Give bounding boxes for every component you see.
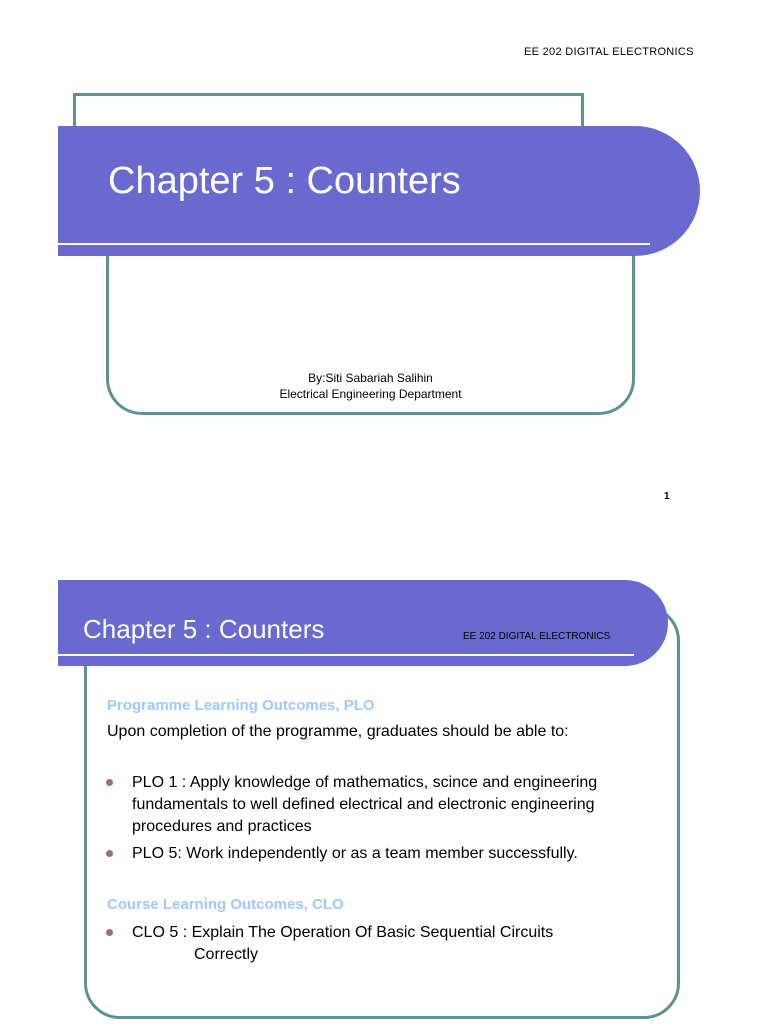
plo5-line: PLO 5: Work independently or as a team member successfully. bbox=[132, 845, 578, 862]
slide1-department: Electrical Engineering Department bbox=[279, 387, 462, 401]
slide2-title: Chapter 5 : Counters bbox=[83, 614, 325, 644]
bullet-icon bbox=[106, 929, 113, 936]
slide1-author-block bbox=[106, 370, 635, 402]
plo1-line: PLO 1 : Apply knowledge of mathematics, scince and engineering bbox=[132, 774, 598, 791]
clo5-line: Correctly bbox=[194, 946, 259, 963]
list-item bbox=[106, 922, 672, 966]
slide1-course-header: EE 202 DIGITAL ELECTRONICS bbox=[524, 46, 694, 58]
slide1-title: Chapter 5 : Counters bbox=[108, 160, 461, 202]
clo5-text bbox=[132, 922, 672, 966]
slide1-band-divider bbox=[58, 243, 650, 245]
clo-heading: Course Learning Outcomes, CLO bbox=[107, 896, 344, 913]
page-number: 1 bbox=[664, 491, 670, 502]
plo-heading: Programme Learning Outcomes, PLO bbox=[107, 697, 375, 714]
bullet-icon bbox=[106, 850, 113, 857]
plo-intro: Upon completion of the programme, graduates should be able to: bbox=[107, 723, 569, 740]
slide2-course-header: EE 202 DIGITAL ELECTRONICS bbox=[463, 631, 611, 642]
slide1-author: By:Siti Sabariah Salihin bbox=[308, 371, 433, 385]
clo5-line: CLO 5 : Explain The Operation Of Basic Sequential Circuits bbox=[132, 924, 554, 941]
slide2-band-divider bbox=[58, 654, 634, 656]
list-item bbox=[106, 772, 672, 838]
plo5-text bbox=[132, 843, 672, 865]
plo1-line: fundamentals to well defined electrical and electronic engineering bbox=[132, 796, 595, 813]
plo1-text bbox=[132, 772, 672, 838]
list-item bbox=[106, 843, 672, 865]
bullet-icon bbox=[106, 779, 113, 786]
plo1-line: procedures and practices bbox=[132, 818, 312, 835]
